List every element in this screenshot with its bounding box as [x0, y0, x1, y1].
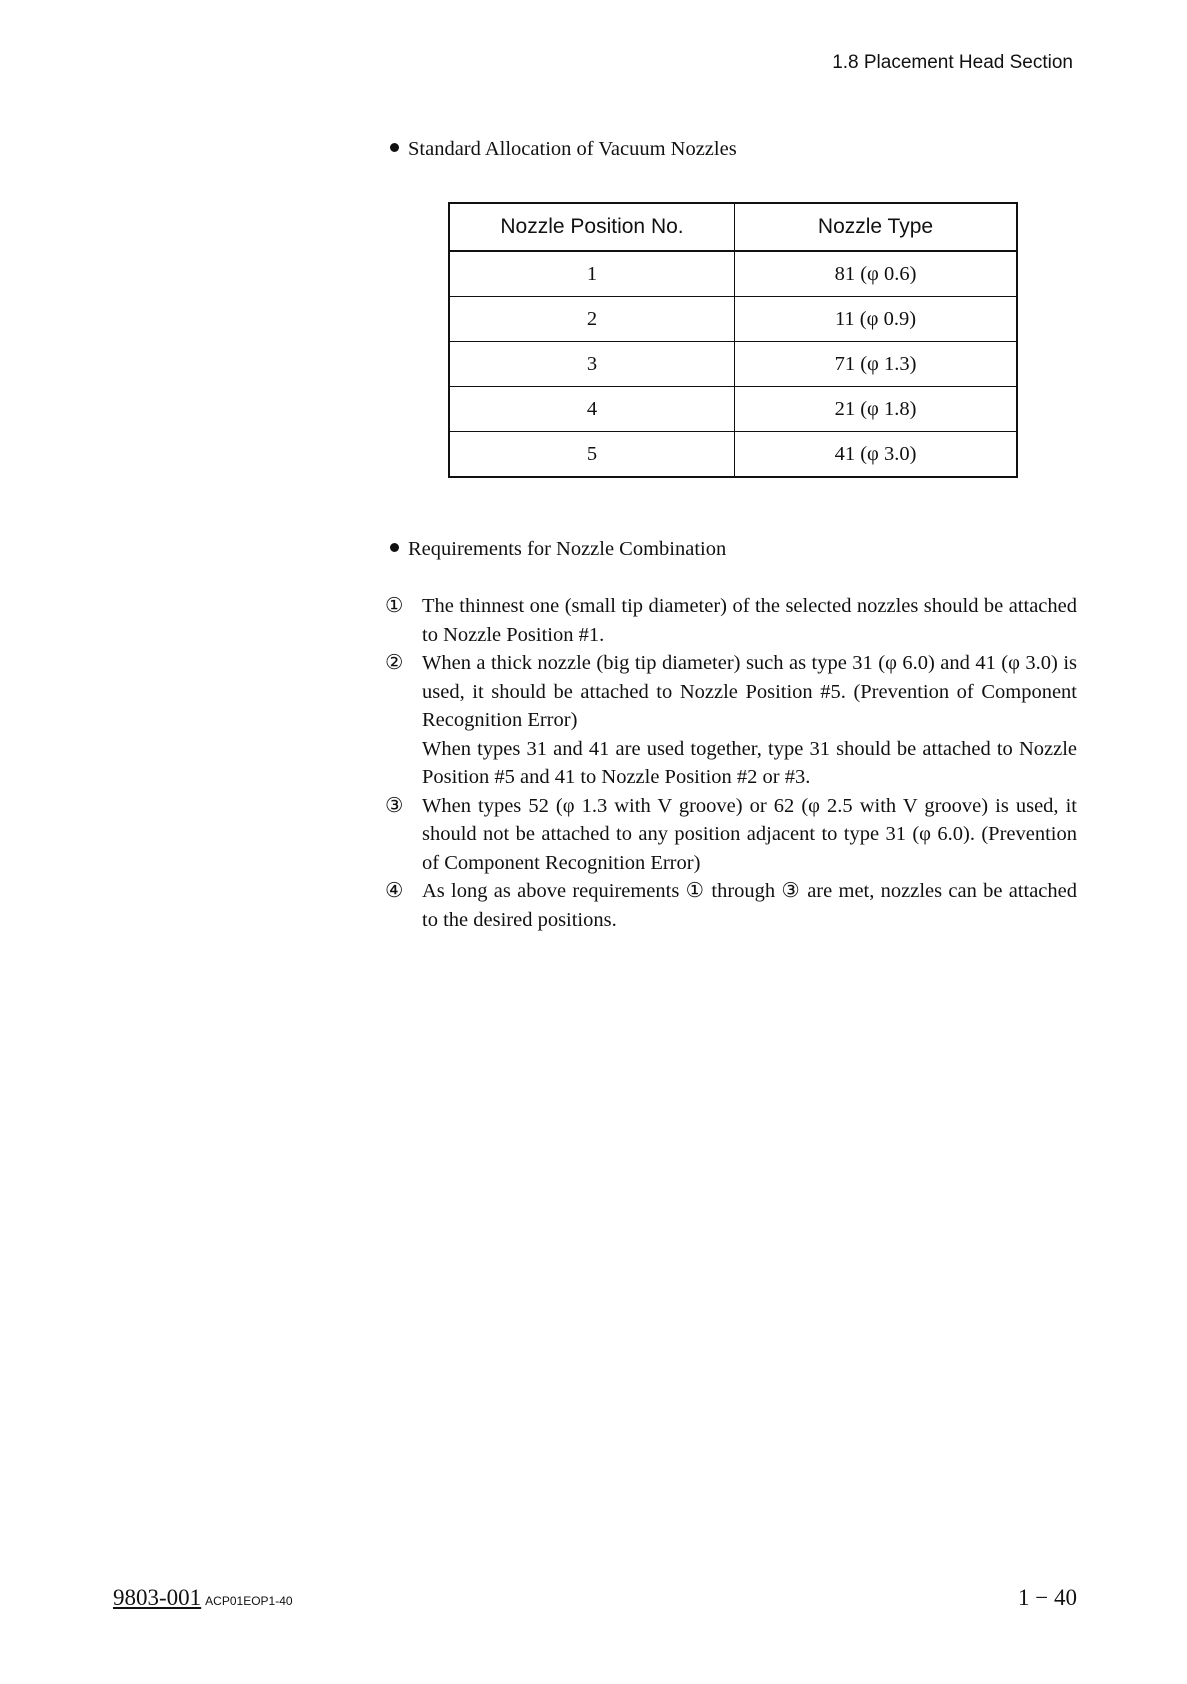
item-number: ①	[385, 595, 404, 617]
item-text: When a thick nozzle (big tip diameter) such as type 31 (φ 6.0) and 41 (φ 3.0) is used, it should be attached to Nozzle Position #5. (Prevention of Component Recognition Error)	[422, 652, 1077, 731]
allocation-heading	[390, 138, 737, 161]
position-cell: 2	[449, 297, 735, 342]
revision-code: 9803-001	[113, 1585, 202, 1610]
nozzle-allocation-table	[448, 202, 1018, 478]
type-cell: 41 (φ 3.0)	[735, 432, 1018, 478]
position-cell: 1	[449, 251, 735, 297]
column-header: Nozzle Type	[735, 203, 1018, 251]
position-cell: 5	[449, 432, 735, 478]
item-number: ②	[385, 652, 404, 674]
bullet-icon	[390, 543, 399, 552]
allocation-title: Standard Allocation of Vacuum Nozzles	[408, 138, 737, 160]
type-cell: 21 (φ 1.8)	[735, 387, 1018, 432]
requirements-title: Requirements for Nozzle Combination	[408, 538, 727, 560]
table-row	[449, 432, 1017, 478]
item-text: As long as above requirements ① through ③ are met, nozzles can be attached to the desired positions.	[422, 880, 1077, 931]
document-id: ACP01EOP1-40	[205, 1594, 293, 1608]
requirements-list	[385, 592, 1077, 934]
column-header: Nozzle Position No.	[449, 203, 735, 251]
table-row	[449, 251, 1017, 297]
section-header: 1.8 Placement Head Section	[832, 52, 1073, 73]
position-cell: 3	[449, 342, 735, 387]
footer-doc-code	[113, 1585, 293, 1611]
requirement-item	[385, 649, 1077, 792]
requirements-heading	[390, 538, 726, 561]
position-cell: 4	[449, 387, 735, 432]
table-row	[449, 387, 1017, 432]
item-number: ④	[385, 880, 404, 902]
bullet-icon	[390, 143, 399, 152]
item-text: When types 31 and 41 are used together, type 31 should be attached to Nozzle Position #5 and 41 to Nozzle Position #2 or #3.	[422, 737, 1077, 788]
requirement-item	[385, 877, 1077, 934]
requirement-item	[385, 592, 1077, 649]
type-cell: 71 (φ 1.3)	[735, 342, 1018, 387]
table-row	[449, 297, 1017, 342]
type-cell: 11 (φ 0.9)	[735, 297, 1018, 342]
page-number: 1 − 40	[1018, 1585, 1077, 1610]
item-text: When types 52 (φ 1.3 with V groove) or 62 (φ 2.5 with V groove) is used, it should not be attached to any position adjacent to type 31 (φ 6.0). (Prevention of Component Recognition Error)	[422, 794, 1077, 874]
type-cell: 81 (φ 0.6)	[735, 251, 1018, 297]
item-text: The thinnest one (small tip diameter) of the selected nozzles should be attached to Nozzle Position #1.	[422, 595, 1077, 646]
requirement-item	[385, 792, 1077, 878]
item-number: ③	[385, 794, 404, 817]
table-header-row	[449, 203, 1017, 251]
table-row	[449, 342, 1017, 387]
